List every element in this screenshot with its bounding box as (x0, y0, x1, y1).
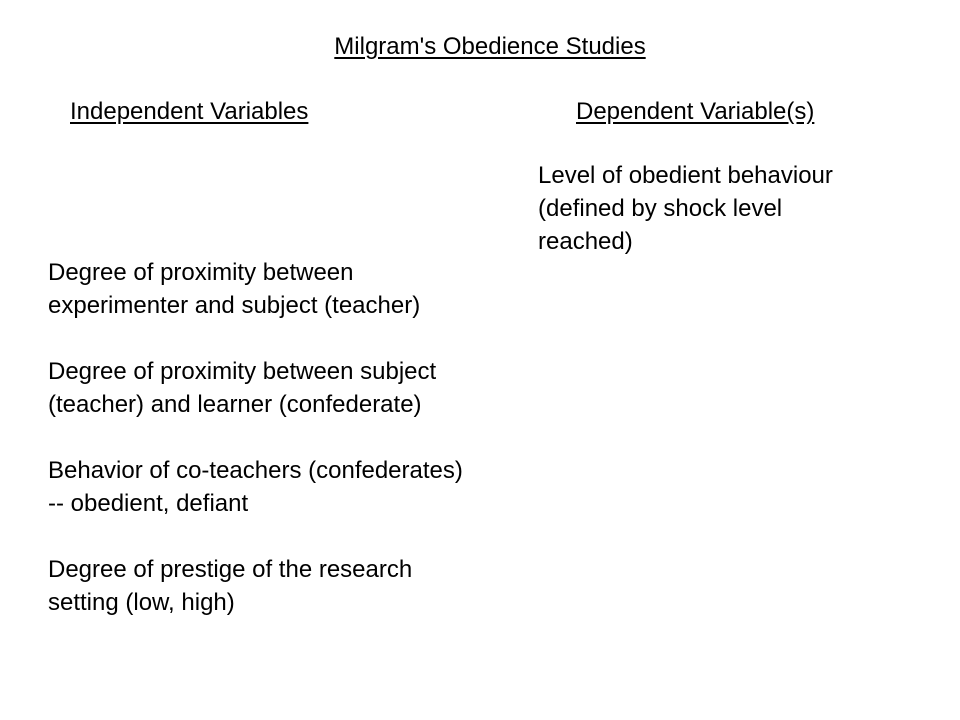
independent-variable-line: (teacher) and learner (confederate) (48, 391, 422, 418)
independent-variable-line: Degree of proximity between (48, 259, 354, 286)
independent-variables-list (48, 256, 528, 652)
slide-title: Milgram's Obedience Studies (334, 33, 646, 60)
independent-variable-line: Behavior of co-teachers (confederates) (48, 457, 463, 484)
dependent-variable-line: Level of obedient behaviour (538, 162, 833, 189)
independent-variable-line: experimenter and subject (teacher) (48, 292, 421, 319)
independent-variable-line: setting (low, high) (48, 589, 235, 616)
independent-variable-item (48, 256, 528, 322)
independent-variable-line: -- obedient, defiant (48, 490, 249, 517)
independent-variable-line: Degree of prestige of the research (48, 556, 413, 583)
independent-variable-item (48, 553, 528, 619)
dependent-variables-heading: Dependent Variable(s) (576, 98, 815, 125)
independent-variable-line: Degree of proximity between subject (48, 358, 437, 385)
independent-variable-item (48, 355, 528, 421)
independent-variable-item (48, 454, 528, 520)
dependent-variable-text (538, 159, 918, 258)
dependent-variable-line: (defined by shock level (538, 195, 783, 222)
independent-variables-heading: Independent Variables (70, 98, 309, 125)
dependent-variable-line: reached) (538, 228, 633, 255)
